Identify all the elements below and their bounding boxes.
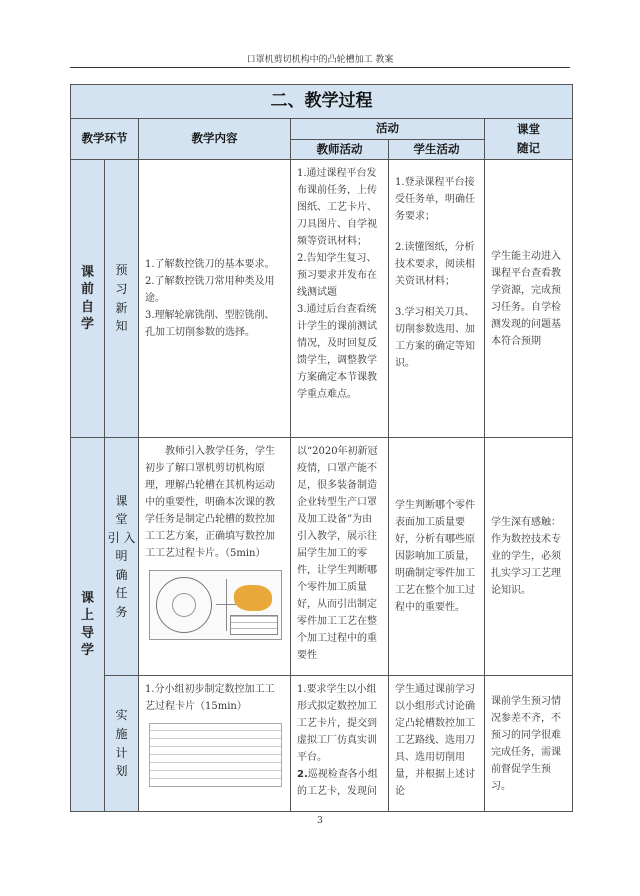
student-implementation: 学生通过课前学习以小组形式讨论确定凸轮槽数控加工工艺路线、选用刀具、选用切削用量，并根据上述讨论 xyxy=(389,676,485,812)
col-header-notes xyxy=(485,119,573,160)
teacher-item: 3.通过后台查看统计学生的课前测试情况，及时回复反馈学生，调整教学方案确定本节课教学重点难点。 xyxy=(297,304,377,401)
content-introduction xyxy=(139,438,291,676)
content-item: 2.了解数控铣刀常用种类及用途。 xyxy=(145,276,275,305)
notes-preview: 学生能主动进入课程平台查看教学资源，完成预习任务。自学检测发现的问题基本符合预期 xyxy=(485,160,573,438)
notes-introduction: 学生深有感触：作为数控技术专业的学生，必须扎实学习工艺理论知识。 xyxy=(485,438,573,676)
header-divider xyxy=(70,67,570,68)
student-item: 3.学习相关刀具、切削参数选用、加工方案的确定等知识。 xyxy=(395,307,475,370)
mechanism-drawing xyxy=(149,570,282,640)
content-text: 1.分小组初步制定数控加工工艺过程卡片（15min） xyxy=(145,684,275,713)
page-number: 3 xyxy=(317,816,323,826)
col-header-student: 学生活动 xyxy=(389,139,485,160)
section-title: 二、教学过程 xyxy=(71,85,573,119)
col-header-link: 教学环节 xyxy=(71,119,139,160)
teacher-item: 1.通过课程平台发布课前任务，上传图纸、工艺卡片、刀具图片、自学视频等资讯材料； xyxy=(297,168,377,248)
teacher-item: 1.要求学生以小组形式拟定数控加工工艺卡片，提交到虚拟工厂仿真实训平台。 xyxy=(297,684,377,764)
student-preview xyxy=(389,160,485,438)
teacher-item: 2.巡视检查各小组的工艺卡，发现问 xyxy=(297,769,378,798)
teacher-introduction: 以“2020年初新冠疫情，口罩产能不足，很多装备制造企业转型生产口罩及加工设备”为由引入教学，展示往届学生加工的零件，让学生判断哪个零件加工质量好，从而引出制定零件加工工艺在整个加工过程中的重要性 xyxy=(291,438,389,676)
col-header-teacher: 教师活动 xyxy=(291,139,389,160)
content-preview xyxy=(139,160,291,438)
link-implementation: 实 施 计 划 xyxy=(105,676,139,812)
notes-header-line2: 随记 xyxy=(517,141,541,156)
content-implementation xyxy=(139,676,291,812)
phase-in-class: 课 上 导 学 xyxy=(71,438,105,812)
student-introduction: 学生判断哪个零件表面加工质量要好，分析有哪些原因影响加工质量，明确制定零件加工工艺在整个加工过程中的重要性。 xyxy=(389,438,485,676)
notes-implementation: 课前学生预习情况参差不齐，不预习的同学很难完成任务，需课前督促学生预习。 xyxy=(485,676,573,812)
page-header: 口罩机剪切机构中的凸轮槽加工 教案 xyxy=(246,55,394,65)
content-item: 1.了解数控铣刀的基本要求。 xyxy=(145,259,275,271)
content-text: 教师引入教学任务，学生初步了解口罩机剪切机构原理，理解凸轮槽在其机构运动中的重要性，明确本次课的教学任务是制定凸轮槽的数控加工工艺方案，正确填写数控加工工艺过程卡片。（5min） xyxy=(145,446,275,560)
link-introduction: 课 堂 引 入 明 确 任 务 xyxy=(105,438,139,676)
teacher-implementation xyxy=(291,676,389,812)
student-item: 2.读懂图纸，分析技术要求，阅读相关资讯材料； xyxy=(395,242,475,288)
notes-header-line1: 课堂 xyxy=(517,121,541,136)
link-preview: 预 习 新 知 xyxy=(105,160,139,438)
teacher-preview xyxy=(291,160,389,438)
phase-pre-class: 课 前 自 学 xyxy=(71,160,105,438)
teacher-item: 2.告知学生复习、预习要求并发布在线测试题 xyxy=(297,253,377,299)
col-header-activity: 活动 xyxy=(291,119,485,140)
teaching-process-table xyxy=(70,84,573,812)
col-header-content: 教学内容 xyxy=(139,119,291,160)
content-item: 3.理解轮廓铣削、型腔铣削、孔加工切削参数的选择。 xyxy=(145,310,275,339)
student-item: 1.登录课程平台接受任务单，明确任务要求； xyxy=(395,177,475,223)
process-card-image xyxy=(149,723,282,787)
